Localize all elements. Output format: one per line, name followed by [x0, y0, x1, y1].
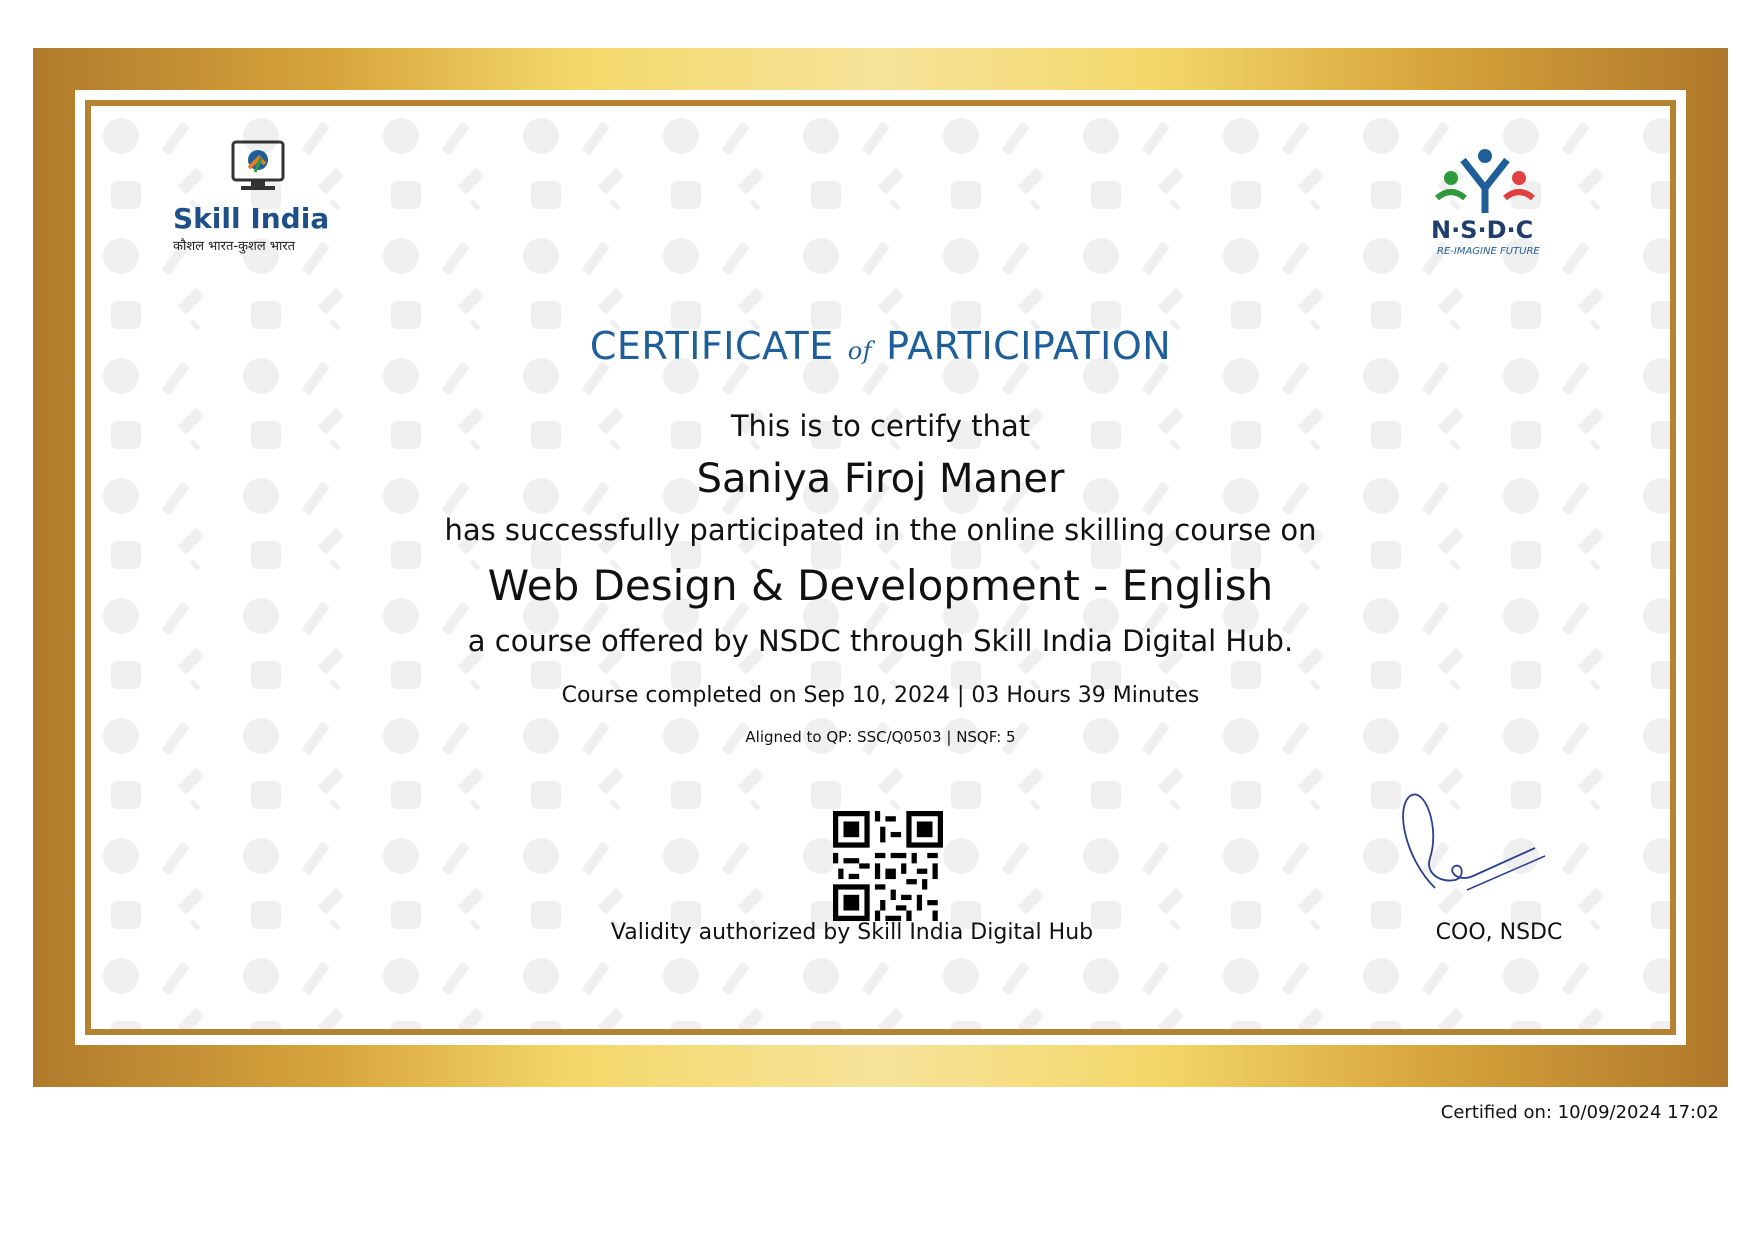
- offered-text: a course offered by NSDC through Skill India Digital Hub.: [467, 624, 1294, 658]
- certificate-border: [85, 100, 1676, 1035]
- skill-india-logo: [171, 138, 346, 263]
- certificate-frame: [33, 48, 1728, 1087]
- nsdc-tagline: RE-IMAGINE FUTURE: [1437, 246, 1540, 257]
- certificate-title: CERTIFICATE of PARTICIPATION: [589, 324, 1172, 368]
- validity-text: Validity authorized by Skill India Digital Hub: [610, 920, 1094, 945]
- signature: [1385, 788, 1560, 908]
- recipient-name: Saniya Firoj Maner: [696, 456, 1065, 502]
- certify-text: This is to certify that: [730, 409, 1031, 443]
- nsdc-logo: [1423, 138, 1573, 263]
- qualification-alignment: Aligned to QP: SSC/Q0503 | NSQF: 5: [745, 728, 1016, 746]
- svg-text:Skill India: Skill India: [173, 202, 330, 235]
- certificate-inner: [75, 90, 1686, 1045]
- qr-code: [833, 811, 943, 921]
- completion-details: Course completed on Sep 10, 2024 | 03 Hours 39 Minutes: [561, 683, 1200, 708]
- certified-on-timestamp: Certified on: 10/09/2024 17:02: [1440, 1102, 1719, 1123]
- signatory-title: COO, NSDC: [1435, 920, 1563, 945]
- course-name: Web Design & Development - English: [487, 561, 1274, 610]
- participation-text: has successfully participated in the online skilling course on: [444, 513, 1317, 547]
- skill-india-tagline: कौशल भारत-कुशल भारत: [173, 239, 296, 254]
- svg-text:N·S·D·C: N·S·D·C: [1431, 216, 1534, 244]
